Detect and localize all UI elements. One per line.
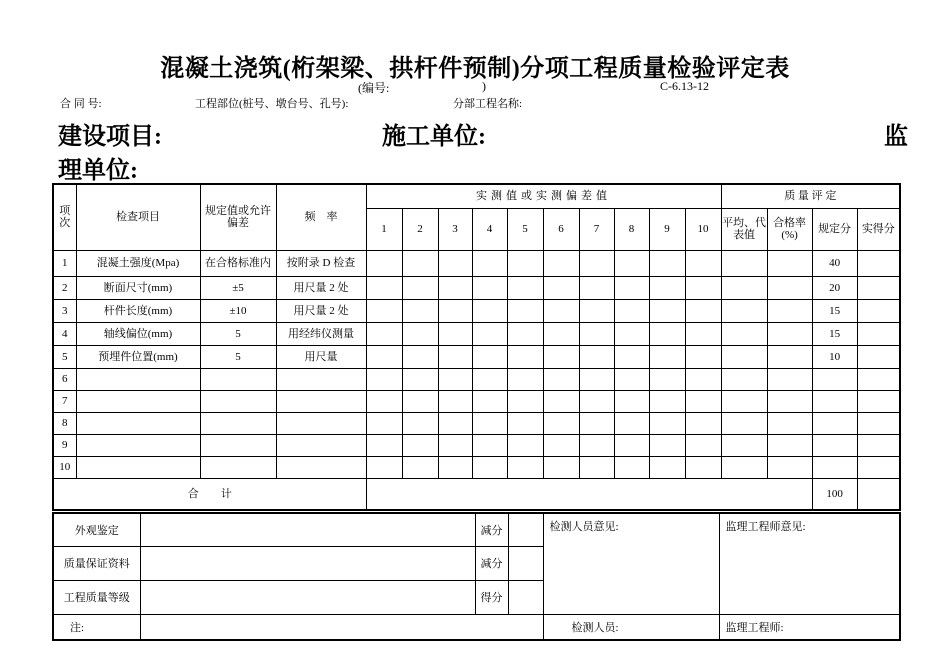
note-value <box>140 614 543 640</box>
actual-score-cell <box>857 250 900 276</box>
row-item: 杆件长度(mm) <box>76 299 200 322</box>
row-spec: 在合格标准内 <box>200 250 276 276</box>
deduct-label-2: 减分 <box>475 546 508 580</box>
row-item <box>76 456 200 478</box>
supervision-label-part1: 监 <box>884 124 908 150</box>
header-col-6: 6 <box>543 208 579 250</box>
header-col-10: 10 <box>685 208 721 250</box>
measured-cell <box>614 390 649 412</box>
row-freq: 用尺量 2 处 <box>276 299 366 322</box>
measured-cell <box>543 456 579 478</box>
measured-cell <box>614 276 649 299</box>
header-col-3: 3 <box>438 208 472 250</box>
measured-cell <box>402 250 438 276</box>
contract-no-label: 合 同 号: <box>60 98 102 110</box>
measured-cell <box>366 390 402 412</box>
measured-cell <box>472 276 507 299</box>
row-freq: 按附录 D 检查 <box>276 250 366 276</box>
measured-cell <box>366 434 402 456</box>
table-row <box>53 390 900 412</box>
spec-score-cell <box>812 412 857 434</box>
construction-unit-label: 施工单位: <box>382 124 486 150</box>
row-freq: 用尺量 <box>276 345 366 368</box>
measured-cell <box>438 322 472 345</box>
measured-cell <box>649 368 685 390</box>
measured-cell <box>685 368 721 390</box>
measured-cell <box>402 276 438 299</box>
measured-cell <box>579 299 614 322</box>
deduct-label-1: 减分 <box>475 513 508 546</box>
measured-cell <box>507 276 543 299</box>
measured-cell <box>543 276 579 299</box>
measured-cell <box>472 345 507 368</box>
measured-cell <box>543 250 579 276</box>
measured-cell <box>402 390 438 412</box>
avg-cell <box>721 299 767 322</box>
pass-rate-cell <box>767 250 812 276</box>
spec-score-cell <box>812 434 857 456</box>
quality-docs-value <box>140 546 475 580</box>
table-row <box>53 412 900 434</box>
spec-score-cell: 40 <box>812 250 857 276</box>
actual-score-cell <box>857 434 900 456</box>
pass-rate-cell <box>767 299 812 322</box>
measured-cell <box>543 322 579 345</box>
measured-cell <box>579 434 614 456</box>
row-seq: 10 <box>53 456 76 478</box>
measured-cell <box>543 390 579 412</box>
measured-cell <box>366 412 402 434</box>
measured-cell <box>438 368 472 390</box>
header-pass-rate: 合格率(%) <box>767 208 812 250</box>
supervision-label-part2: 理单位: <box>58 158 138 184</box>
page-title: 混凝土浇筑(桁架梁、拱杆件预制)分项工程质量检验评定表 <box>160 56 790 82</box>
measured-cell <box>402 345 438 368</box>
row-item: 轴线偏位(mm) <box>76 322 200 345</box>
measured-cell <box>472 299 507 322</box>
header-col-5: 5 <box>507 208 543 250</box>
header-col-2: 2 <box>402 208 438 250</box>
measured-cell <box>579 345 614 368</box>
row-spec: 5 <box>200 345 276 368</box>
measured-cell <box>649 345 685 368</box>
measured-cell <box>402 434 438 456</box>
row-item <box>76 412 200 434</box>
measured-cell <box>507 412 543 434</box>
measured-cell <box>366 322 402 345</box>
measured-cell <box>685 322 721 345</box>
measured-cell <box>649 276 685 299</box>
measured-cell <box>366 368 402 390</box>
appearance-value <box>140 513 475 546</box>
row-freq <box>276 456 366 478</box>
measured-cell <box>507 456 543 478</box>
measured-cell <box>685 434 721 456</box>
pass-rate-cell <box>767 412 812 434</box>
actual-score-cell <box>857 456 900 478</box>
measured-cell <box>614 299 649 322</box>
table-row <box>53 368 900 390</box>
measured-cell <box>438 345 472 368</box>
measured-cell <box>579 322 614 345</box>
grade-value <box>140 580 475 614</box>
avg-cell <box>721 250 767 276</box>
measured-cell <box>472 456 507 478</box>
row-freq: 用经纬仪测量 <box>276 322 366 345</box>
measured-cell <box>614 322 649 345</box>
avg-cell <box>721 368 767 390</box>
actual-score-cell <box>857 368 900 390</box>
measured-cell <box>685 390 721 412</box>
measured-cell <box>402 412 438 434</box>
row-spec <box>200 434 276 456</box>
table-row <box>53 276 900 299</box>
total-score: 100 <box>812 478 857 510</box>
spec-score-cell <box>812 390 857 412</box>
measured-cell <box>402 299 438 322</box>
measured-cell <box>543 412 579 434</box>
row-seq: 4 <box>53 322 76 345</box>
spec-score-cell: 10 <box>812 345 857 368</box>
row-item <box>76 390 200 412</box>
inspector-sign: 检测人员: <box>543 614 719 640</box>
actual-score-cell <box>857 322 900 345</box>
measured-cell <box>438 276 472 299</box>
inspector-opinion: 检测人员意见: <box>543 513 719 614</box>
row-seq: 1 <box>53 250 76 276</box>
row-spec: 5 <box>200 322 276 345</box>
pass-rate-cell <box>767 456 812 478</box>
measured-cell <box>438 456 472 478</box>
row-item <box>76 368 200 390</box>
spec-score-cell: 15 <box>812 322 857 345</box>
row-item <box>76 434 200 456</box>
header-item: 检查项目 <box>76 184 200 250</box>
header-col-9: 9 <box>649 208 685 250</box>
measured-cell <box>579 390 614 412</box>
measured-cell <box>438 412 472 434</box>
appearance-label: 外观鉴定 <box>53 513 140 546</box>
table-row <box>53 250 900 276</box>
supervisor-sign: 监理工程师: <box>719 614 900 640</box>
measured-cell <box>685 412 721 434</box>
avg-cell <box>721 345 767 368</box>
measured-cell <box>507 322 543 345</box>
measured-cell <box>579 250 614 276</box>
measured-cell <box>366 345 402 368</box>
header-freq: 频 率 <box>276 184 366 250</box>
measured-cell <box>579 368 614 390</box>
row-item: 断面尺寸(mm) <box>76 276 200 299</box>
measured-cell <box>472 250 507 276</box>
table-row <box>53 345 900 368</box>
row-item: 预埋件位置(mm) <box>76 345 200 368</box>
measured-cell <box>685 250 721 276</box>
measured-cell <box>579 412 614 434</box>
measured-cell <box>366 456 402 478</box>
form-code: C-6.13-12 <box>660 79 709 93</box>
row-seq: 5 <box>53 345 76 368</box>
row-seq: 3 <box>53 299 76 322</box>
actual-score-cell <box>857 390 900 412</box>
header-spec: 规定值或允许偏差 <box>200 184 276 250</box>
row-spec: ±5 <box>200 276 276 299</box>
assessment-table <box>52 512 901 641</box>
score-value <box>508 580 543 614</box>
measured-cell <box>614 412 649 434</box>
measured-cell <box>543 368 579 390</box>
measured-cell <box>543 345 579 368</box>
measured-cell <box>507 434 543 456</box>
spec-score-cell: 15 <box>812 299 857 322</box>
total-label: 合 计 <box>53 478 366 510</box>
quality-docs-label: 质量保证资料 <box>53 546 140 580</box>
spec-score-cell <box>812 368 857 390</box>
measured-cell <box>685 345 721 368</box>
measured-cell <box>543 434 579 456</box>
measured-cell <box>472 412 507 434</box>
measured-cell <box>614 345 649 368</box>
row-spec <box>200 368 276 390</box>
measured-cell <box>614 368 649 390</box>
measured-cell <box>579 276 614 299</box>
total-actual <box>857 478 900 510</box>
measured-cell <box>402 322 438 345</box>
header-measured: 实测值或实测偏差值 <box>366 184 721 208</box>
row-spec <box>200 390 276 412</box>
measured-cell <box>649 390 685 412</box>
pass-rate-cell <box>767 276 812 299</box>
row-seq: 7 <box>53 390 76 412</box>
row-freq <box>276 412 366 434</box>
actual-score-cell <box>857 276 900 299</box>
measured-cell <box>402 368 438 390</box>
measured-cell <box>649 434 685 456</box>
row-spec: ±10 <box>200 299 276 322</box>
measured-cell <box>649 322 685 345</box>
row-freq: 用尺量 2 处 <box>276 276 366 299</box>
pass-rate-cell <box>767 434 812 456</box>
measured-cell <box>685 276 721 299</box>
measured-cell <box>614 434 649 456</box>
header-actual-score: 实得分 <box>857 208 900 250</box>
measured-cell <box>472 322 507 345</box>
avg-cell <box>721 434 767 456</box>
score-label: 得分 <box>475 580 508 614</box>
row-freq <box>276 368 366 390</box>
header-col-8: 8 <box>614 208 649 250</box>
measured-cell <box>614 250 649 276</box>
avg-cell <box>721 412 767 434</box>
table-row <box>53 299 900 322</box>
row-seq: 9 <box>53 434 76 456</box>
inspection-table <box>52 183 901 511</box>
avg-cell <box>721 390 767 412</box>
measured-cell <box>402 456 438 478</box>
header-col-1: 1 <box>366 208 402 250</box>
deduct-value-2 <box>508 546 543 580</box>
pass-rate-cell <box>767 345 812 368</box>
code-label-close: ) <box>482 79 486 93</box>
table-row <box>53 456 900 478</box>
measured-cell <box>366 299 402 322</box>
measured-cell <box>438 390 472 412</box>
measured-cell <box>507 299 543 322</box>
row-seq: 2 <box>53 276 76 299</box>
table-row <box>53 322 900 345</box>
header-col-7: 7 <box>579 208 614 250</box>
measured-cell <box>366 250 402 276</box>
row-spec <box>200 456 276 478</box>
pass-rate-cell <box>767 368 812 390</box>
header-col-4: 4 <box>472 208 507 250</box>
spec-score-cell <box>812 456 857 478</box>
measured-cell <box>438 434 472 456</box>
measured-cell <box>685 299 721 322</box>
pass-rate-cell <box>767 390 812 412</box>
row-seq: 6 <box>53 368 76 390</box>
note-label: 注: <box>53 614 140 640</box>
deduct-value-1 <box>508 513 543 546</box>
measured-cell <box>649 299 685 322</box>
measured-cell <box>438 299 472 322</box>
measured-cell <box>472 434 507 456</box>
table-row <box>53 434 900 456</box>
measured-cell <box>507 250 543 276</box>
avg-cell <box>721 276 767 299</box>
measured-cell <box>579 456 614 478</box>
total-blank <box>366 478 812 510</box>
measured-cell <box>507 345 543 368</box>
actual-score-cell <box>857 412 900 434</box>
measured-cell <box>507 368 543 390</box>
row-spec <box>200 412 276 434</box>
header-seq: 项次 <box>53 184 76 250</box>
spec-score-cell: 20 <box>812 276 857 299</box>
measured-cell <box>543 299 579 322</box>
actual-score-cell <box>857 299 900 322</box>
row-freq <box>276 390 366 412</box>
header-quality: 质 量 评 定 <box>721 184 900 208</box>
measured-cell <box>472 368 507 390</box>
measured-cell <box>472 390 507 412</box>
measured-cell <box>507 390 543 412</box>
supervisor-opinion: 监理工程师意见: <box>719 513 900 614</box>
measured-cell <box>649 412 685 434</box>
avg-cell <box>721 322 767 345</box>
pass-rate-cell <box>767 322 812 345</box>
measured-cell <box>438 250 472 276</box>
avg-cell <box>721 456 767 478</box>
measured-cell <box>366 276 402 299</box>
location-label: 工程部位(桩号、墩台号、孔号): <box>195 98 349 110</box>
measured-cell <box>685 456 721 478</box>
measured-cell <box>614 456 649 478</box>
build-project-label: 建设项目: <box>58 124 162 150</box>
row-seq: 8 <box>53 412 76 434</box>
header-avg: 平均、代表值 <box>721 208 767 250</box>
code-label-open: (编号: <box>358 81 390 95</box>
measured-cell <box>649 250 685 276</box>
actual-score-cell <box>857 345 900 368</box>
row-freq <box>276 434 366 456</box>
header-spec-score: 规定分 <box>812 208 857 250</box>
sub-project-label: 分部工程名称: <box>453 98 523 110</box>
measured-cell <box>649 456 685 478</box>
row-item: 混凝土强度(Mpa) <box>76 250 200 276</box>
grade-label: 工程质量等级 <box>53 580 140 614</box>
